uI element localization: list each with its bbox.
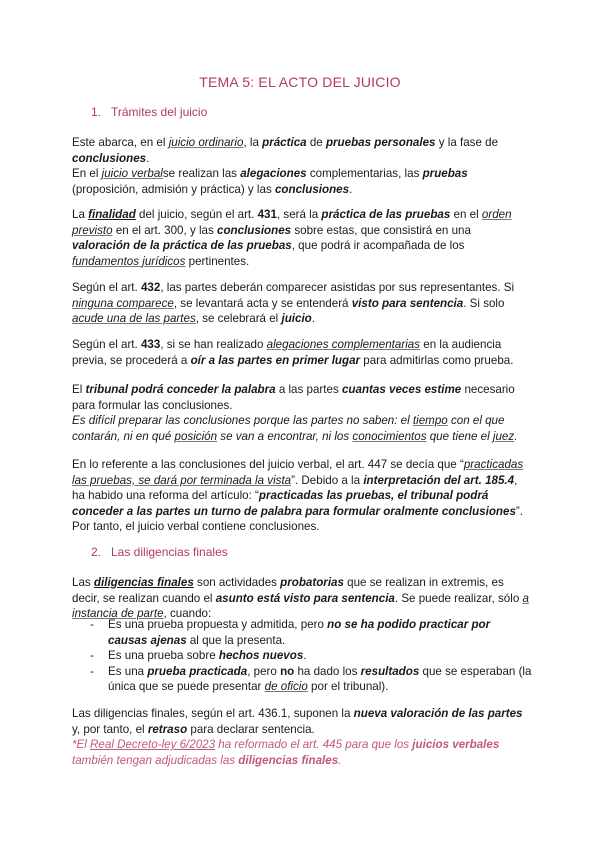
list-item: - Es una prueba sobre hechos nuevos. bbox=[90, 648, 532, 664]
list-item: - Es una prueba practicada, pero no ha dado los resultados que se esperaban (la única que se puede presentar de oficio por el tribunal). bbox=[90, 664, 532, 695]
conditions-list bbox=[90, 617, 532, 695]
list-item: - Es una prueba propuesta y admitida, pero no se ha podido practicar por causas ajenas al que la presenta. bbox=[90, 617, 532, 648]
section-heading-2 bbox=[91, 545, 228, 561]
section-number: 1. bbox=[91, 105, 102, 119]
section-heading-1 bbox=[91, 105, 207, 121]
paragraph-8: Las diligencias finales, según el art. 436.1, suponen la nueva valoración de las partes y, por tanto, el retraso para declarar sentencia. *El Real Decreto-ley 6/2023 ha reformado el art. 445 para que los juicios verbales también tengan adjudicadas las diligencias finales. bbox=[72, 707, 523, 767]
paragraph-1: Este abarca, en el juicio ordinario, la práctica de pruebas personales y la fase de conclusiones. En el juicio verbalse realizan las alegaciones complementarias, las pruebas (proposición, admisión y práctica) y las conclusiones. bbox=[72, 136, 499, 196]
paragraph-5: El tribunal podrá conceder la palabra a las partes cuantas veces estime necesario para formular las conclusiones. Es difícil preparar las conclusiones porque las partes no saben: el tiempo con el que contarán, ni en qué posición se van a encontrar, ni los conocimientos que tiene el juez. bbox=[72, 383, 518, 443]
paragraph-3: Según el art. 432, las partes deberán comparecer asistidas por sus representantes. Si ninguna comparece, se levantará acta y se entenderá visto para sentencia. Si solo acude una de las partes, se celebrará el juicio. bbox=[72, 281, 515, 326]
section-number: 2. bbox=[91, 545, 102, 559]
paragraph-6: En lo referente a las conclusiones del juicio verbal, el art. 447 se decía que “practicadas las pruebas, se dará por terminada la vista”. Debido a la interpretación del art. 185.4, ha habido una reforma del artículo: “practicadas las pruebas, el tribunal podrá conceder a las partes un turno de palabra para formular oralmente conclusiones”. Por tanto, el juicio verbal contiene conclusiones. bbox=[72, 458, 524, 534]
footnote: *El Real Decreto-ley 6/2023 ha reformado el art. 445 para que los juicios verbales también tengan adjudicadas las diligencias finales. bbox=[72, 738, 500, 767]
paragraph-4: Según el art. 433, si se han realizado alegaciones complementarias en la audiencia previa, se procederá a oír a las partes en primer lugar para admitirlas como prueba. bbox=[72, 338, 514, 367]
paragraph-7: Las diligencias finales son actividades probatorias que se realizan in extremis, es decir, se realizan cuando el asunto está visto para sentencia. Se puede realizar, sólo a instancia de parte, cuando: bbox=[72, 576, 529, 621]
section-title: Las diligencias finales bbox=[111, 545, 228, 559]
section-title: Trámites del juicio bbox=[111, 105, 208, 119]
document-title: TEMA 5: EL ACTO DEL JUICIO bbox=[199, 74, 401, 90]
paragraph-2: La finalidad del juicio, según el art. 431, será la práctica de las pruebas en el orden previsto en el art. 300, y las conclusiones sobre estas, que consistirá en una valoración de la práctica de las pruebas, que podrá ir acompañada de los fundamentos jurídicos pertinentes. bbox=[72, 208, 512, 268]
